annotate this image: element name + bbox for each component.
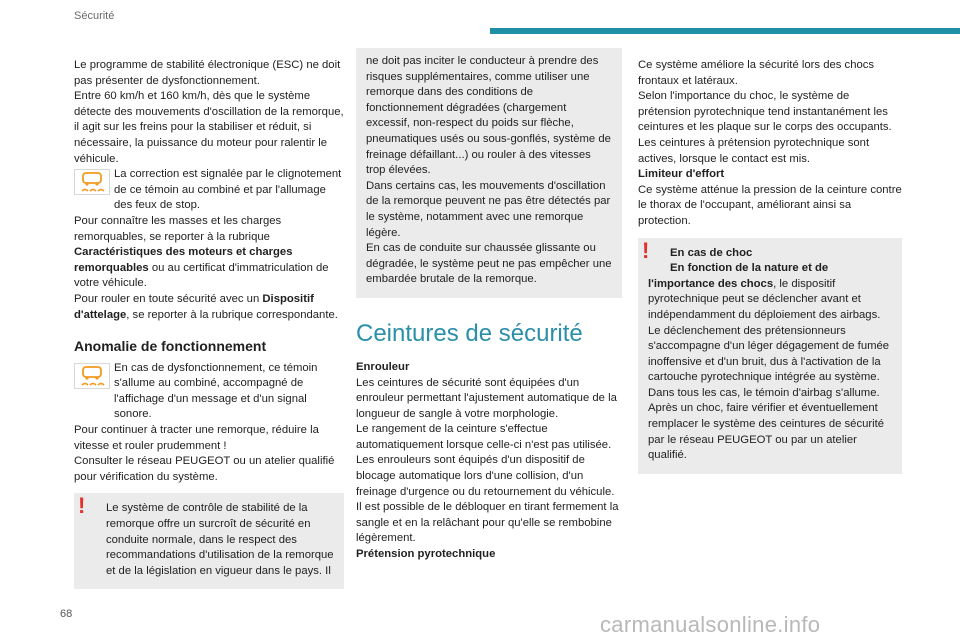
exclamation-icon: ! xyxy=(642,237,650,263)
page-number: 68 xyxy=(60,608,73,620)
paragraph: Le rangement de la ceinture s'effectue automatiquement lorsque celle-ci n'est pas utilisée. xyxy=(356,423,612,451)
paragraph: Entre 60 km/h et 160 km/h, dès que le système détecte des mouvements d'oscillation de la remorque, il agit sur les freins pour la stabiliser et réduit, si nécessaire, la puissance du moteur pour ralentir le véhicule. xyxy=(74,90,344,165)
paragraph: Dans certains cas, les mouvements d'oscillation de la remorque peuvent ne pas être détectés par le système, notamment avec une remorque légère. xyxy=(366,179,611,239)
paragraph: Consulter le réseau PEUGEOT ou un atelier qualifié pour vérification du système. xyxy=(74,455,335,483)
warning-text: En fonction de la nature et de l'importance des chocs, le dispositif pyrotechnique peut se déclencher avant et indépendamment du déploiement des airbags. Le déclenchement des prétensionneurs s'accompagne d'un léger dégagement de fumée inoffensive et d'un bruit, dus à l'activation de la cartouche pyrotechnique intégrée au système. xyxy=(648,262,890,384)
subheading: Prétension pyrotechnique xyxy=(356,548,496,561)
paragraph: Les enrouleurs sont équipés d'un dispositif de blocage automatique lors d'une collision, d'un freinage d'urgence ou du retournement du véhicule. Il est possible de le débloquer en tirant fermement la sangle et en la relâchant pour qu'elle se rembobine légèrement. xyxy=(356,454,619,545)
warning-box-continued xyxy=(356,48,622,298)
warning-text: Après un choc, faire vérifier et éventuellement remplacer le système des ceintures de sécurité par le réseau PEUGEOT ou par un atelier qualifié. xyxy=(648,402,885,462)
paragraph: Les ceintures de sécurité sont équipées d'un enrouleur permettant l'ajustement automatique de la longueur de sangle à votre morphologie. xyxy=(356,376,617,420)
chapter-title: Ceintures de sécurité xyxy=(356,319,583,347)
column-3 xyxy=(638,58,902,474)
paragraph: Le programme de stabilité électronique (ESC) ne doit pas présenter de dysfonctionnement. xyxy=(74,59,341,87)
subheading: Limiteur d'effort xyxy=(638,168,725,181)
watermark: carmanualsonline.info xyxy=(600,612,821,637)
paragraph: Pour rouler en toute sécurité avec un Dispositif d'attelage, se reporter à la rubrique correspondante. xyxy=(74,292,338,321)
warning-text: Dans tous les cas, le témoin d'airbag s'allume. xyxy=(648,386,880,399)
column-1 xyxy=(74,58,344,589)
paragraph: Ce système améliore la sécurité lors des chocs frontaux et latéraux. xyxy=(638,59,875,87)
trailer-stability-warning-icon xyxy=(74,169,110,195)
icon-paragraph: En cas de dysfonctionnement, ce témoin s'allume au combiné, accompagné de l'affichage d'un message et d'un signal sonore. xyxy=(74,361,344,423)
subheading: Enrouleur xyxy=(356,360,410,373)
warning-title: En cas de choc xyxy=(670,246,753,259)
warning-box xyxy=(638,238,902,474)
paragraph: Les ceintures à prétension pyrotechnique sont actives, lorsque le contact est mis. xyxy=(638,136,870,165)
section-heading: Anomalie de fonctionnement xyxy=(74,338,267,355)
paragraph: ne doit pas inciter le conducteur à prendre des risques supplémentaires, comme utiliser une remorque dans des conditions de fonctionnement dégradées (chargement excessif, non-respect du poids sur flèche, pneumatiques usés ou sous-gonflés, système de freinage défaillant...) ou rouler à des vitesses trop élevées. xyxy=(366,55,611,177)
icon-paragraph: La correction est signalée par le clignotement de ce témoin au combiné et par l'allumage des feux de stop. xyxy=(74,167,344,214)
paragraph: En cas de conduite sur chaussée glissante ou dégradée, le système peut ne pas empêcher une embardée brutale de la remorque. xyxy=(366,242,612,286)
column-2 xyxy=(356,48,622,563)
warning-box xyxy=(74,493,344,589)
accent-bar xyxy=(490,28,960,34)
paragraph: Pour connaître les masses et les charges remorquables, se reporter à la rubrique Caractéristiques des moteurs et charges remorquables ou au certificat d'immatriculation de votre véhicule. xyxy=(74,214,329,290)
trailer-stability-warning-icon xyxy=(74,363,110,389)
section-label: Sécurité xyxy=(74,10,115,22)
exclamation-icon: ! xyxy=(78,493,86,519)
paragraph: Selon l'importance du choc, le système de prétension pyrotechnique tend instantanément les ceintures et les plaque sur le corps des occupants. xyxy=(638,90,892,134)
paragraph: Pour continuer à tracter une remorque, réduire la vitesse et rouler prudemment ! xyxy=(74,424,319,452)
paragraph: Ce système atténue la pression de la ceinture contre le thorax de l'occupant, améliorant ainsi sa protection. xyxy=(638,183,902,227)
warning-text: Le système de contrôle de stabilité de la remorque offre un surcroît de sécurité en conduite normale, dans le respect des recommandations d'utilisation de la remorque et de la législation en vigueur dans le pays. Il xyxy=(106,502,334,577)
